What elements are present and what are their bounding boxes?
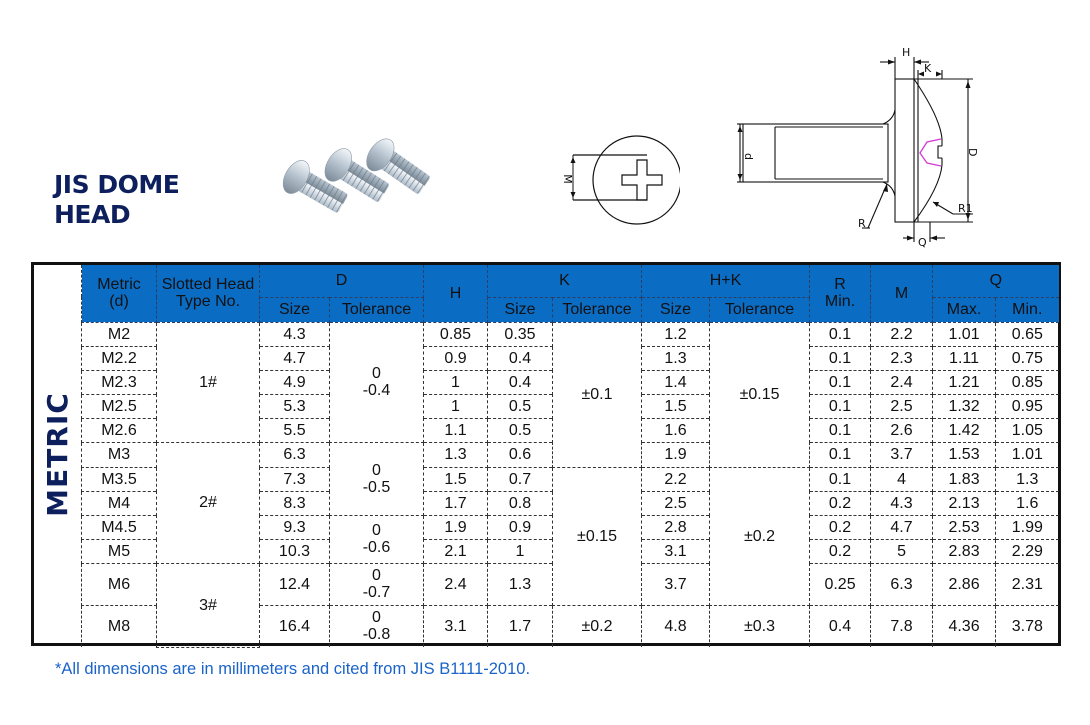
page-title [54, 170, 179, 230]
cell-q-min: 2.29 [996, 539, 1059, 563]
header-h: H [424, 265, 488, 322]
label-big-d: D [966, 148, 979, 157]
cell-q-max: 4.36 [933, 605, 996, 647]
label-q: Q [918, 236, 927, 249]
header-m: M [871, 265, 933, 322]
cell-type-group: 1# [157, 322, 260, 442]
footnote: *All dimensions are in millimeters and cited from JIS B1111-2010. [55, 660, 531, 678]
cell-hk-size: 1.5 [642, 394, 710, 418]
cell-m: 4.7 [871, 515, 933, 539]
cell-h: 2.4 [424, 563, 488, 605]
cell-q-max: 1.42 [933, 418, 996, 442]
cell-hk-size: 3.1 [642, 539, 710, 563]
cell-q-min: 0.95 [996, 394, 1059, 418]
cell-k-tolerance: ±0.15 [553, 467, 642, 605]
cell-k-size: 1.7 [488, 605, 553, 647]
cell-h: 1.7 [424, 491, 488, 515]
cell-type-group: 2# [157, 442, 260, 563]
cell-hk-size: 3.7 [642, 563, 710, 605]
screw-product-photo [270, 128, 450, 223]
cell-m: 2.4 [871, 370, 933, 394]
cell-d-size: 9.3 [260, 515, 330, 539]
cell-k-size: 0.8 [488, 491, 553, 515]
cell-q-max: 1.83 [933, 467, 996, 491]
title-line-2: HEAD [54, 200, 131, 229]
cell-r: 0.1 [810, 442, 871, 467]
cell-metric: M5 [82, 539, 157, 563]
cell-r: 0.1 [810, 394, 871, 418]
cell-d-tolerance: 0 -0.6 [330, 515, 424, 563]
cell-hk-size: 1.9 [642, 442, 710, 467]
header-q-min: Min. [996, 297, 1059, 322]
cell-metric: M6 [82, 563, 157, 605]
front-view-diagram [555, 125, 680, 235]
cell-q-min: 1.3 [996, 467, 1059, 491]
cell-d-tolerance: 0 -0.8 [330, 605, 424, 647]
cell-h: 1.9 [424, 515, 488, 539]
cell-k-size: 0.35 [488, 322, 553, 346]
dimension-table [81, 265, 1059, 648]
cell-h: 1.3 [424, 442, 488, 467]
cell-q-min: 0.75 [996, 346, 1059, 370]
cell-type-group: 3# [157, 563, 260, 647]
cell-hk-tolerance: ±0.2 [710, 467, 810, 605]
header-q: Q [933, 265, 1059, 297]
cell-m: 2.5 [871, 394, 933, 418]
cell-d-size: 5.5 [260, 418, 330, 442]
cell-h: 0.85 [424, 322, 488, 346]
cell-q-max: 2.86 [933, 563, 996, 605]
cell-d-size: 8.3 [260, 491, 330, 515]
cell-m: 2.2 [871, 322, 933, 346]
cell-m: 2.6 [871, 418, 933, 442]
cell-q-max: 1.01 [933, 322, 996, 346]
dimension-table-frame [31, 262, 1061, 646]
cell-r: 0.1 [810, 467, 871, 491]
cell-k-size: 0.6 [488, 442, 553, 467]
cell-h: 1.5 [424, 467, 488, 491]
cell-metric: M4.5 [82, 515, 157, 539]
cell-q-max: 2.13 [933, 491, 996, 515]
cell-q-min: 0.65 [996, 322, 1059, 346]
cell-d-tolerance: 0 -0.4 [330, 322, 424, 442]
cell-d-tolerance: 0 -0.5 [330, 442, 424, 515]
cell-k-size: 0.4 [488, 370, 553, 394]
cell-q-max: 2.83 [933, 539, 996, 563]
cell-r: 0.1 [810, 322, 871, 346]
metric-side-label-text: METRIC [41, 391, 74, 517]
cell-k-size: 0.9 [488, 515, 553, 539]
label-r: R [858, 217, 866, 230]
cell-h: 0.9 [424, 346, 488, 370]
cell-hk-tolerance: ±0.15 [710, 322, 810, 467]
cell-hk-size: 1.6 [642, 418, 710, 442]
cell-d-tolerance: 0 -0.7 [330, 563, 424, 605]
header-k-size: Size [488, 297, 553, 322]
cell-r: 0.25 [810, 563, 871, 605]
table-row [82, 322, 1059, 346]
side-view-diagram [735, 42, 985, 252]
cell-m: 4.3 [871, 491, 933, 515]
label-small-d: d [742, 153, 755, 160]
cell-metric: M3.5 [82, 467, 157, 491]
header-d-size: Size [260, 297, 330, 322]
cell-r: 0.4 [810, 605, 871, 647]
cell-q-min: 2.31 [996, 563, 1059, 605]
cell-metric: M8 [82, 605, 157, 647]
header-hk: H+K [642, 265, 810, 297]
cell-metric: M2.5 [82, 394, 157, 418]
cell-q-min: 3.78 [996, 605, 1059, 647]
cell-r: 0.2 [810, 491, 871, 515]
cell-r: 0.1 [810, 346, 871, 370]
cell-k-tolerance: ±0.2 [553, 605, 642, 647]
cell-r: 0.1 [810, 418, 871, 442]
cell-d-size: 4.3 [260, 322, 330, 346]
cell-r: 0.1 [810, 370, 871, 394]
cell-q-min: 0.85 [996, 370, 1059, 394]
header-q-max: Max. [933, 297, 996, 322]
cell-metric: M4 [82, 491, 157, 515]
cell-m: 5 [871, 539, 933, 563]
cell-hk-size: 1.3 [642, 346, 710, 370]
cell-h: 1 [424, 370, 488, 394]
header-hk-size: Size [642, 297, 710, 322]
cell-d-size: 4.7 [260, 346, 330, 370]
cell-k-size: 1.3 [488, 563, 553, 605]
cell-d-size: 6.3 [260, 442, 330, 467]
cell-h: 3.1 [424, 605, 488, 647]
cell-metric: M2.2 [82, 346, 157, 370]
cell-m: 4 [871, 467, 933, 491]
cell-k-tolerance: ±0.1 [553, 322, 642, 467]
cell-m: 6.3 [871, 563, 933, 605]
cell-q-max: 1.21 [933, 370, 996, 394]
cell-h: 1.1 [424, 418, 488, 442]
cell-r: 0.2 [810, 539, 871, 563]
label-r1: R1 [958, 202, 973, 215]
cell-q-max: 1.53 [933, 442, 996, 467]
cell-metric: M2 [82, 322, 157, 346]
cell-hk-size: 1.2 [642, 322, 710, 346]
cell-r: 0.2 [810, 515, 871, 539]
cell-k-size: 0.5 [488, 394, 553, 418]
cell-h: 2.1 [424, 539, 488, 563]
cell-q-max: 1.32 [933, 394, 996, 418]
cell-q-min: 1.01 [996, 442, 1059, 467]
cell-metric: M2.3 [82, 370, 157, 394]
cell-k-size: 1 [488, 539, 553, 563]
dimension-m-label: M [561, 174, 574, 184]
cell-d-size: 5.3 [260, 394, 330, 418]
header-d: D [260, 265, 424, 297]
cell-q-max: 2.53 [933, 515, 996, 539]
cell-m: 3.7 [871, 442, 933, 467]
cell-metric: M3 [82, 442, 157, 467]
cell-hk-size: 4.8 [642, 605, 710, 647]
cell-h: 1 [424, 394, 488, 418]
header-r-min: R Min. [810, 265, 871, 322]
header-metric: Metric (d) [82, 265, 157, 322]
cell-hk-size: 2.5 [642, 491, 710, 515]
header-k-tolerance: Tolerance [553, 297, 642, 322]
cell-d-size: 10.3 [260, 539, 330, 563]
cell-hk-size: 1.4 [642, 370, 710, 394]
label-k: K [924, 62, 932, 75]
metric-side-label [34, 265, 81, 643]
cell-d-size: 4.9 [260, 370, 330, 394]
cell-d-size: 12.4 [260, 563, 330, 605]
cell-k-size: 0.5 [488, 418, 553, 442]
cell-k-size: 0.7 [488, 467, 553, 491]
cell-hk-size: 2.8 [642, 515, 710, 539]
header-hk-tolerance: Tolerance [710, 297, 810, 322]
cell-q-max: 1.11 [933, 346, 996, 370]
header-slotted-type: Slotted Head Type No. [157, 265, 260, 322]
cell-q-min: 1.05 [996, 418, 1059, 442]
cell-d-size: 7.3 [260, 467, 330, 491]
header-k: K [488, 265, 642, 297]
label-h: H [902, 46, 911, 59]
header-d-tolerance: Tolerance [330, 297, 424, 322]
cell-m: 7.8 [871, 605, 933, 647]
cell-hk-size: 2.2 [642, 467, 710, 491]
cell-k-size: 0.4 [488, 346, 553, 370]
cell-metric: M2.6 [82, 418, 157, 442]
cell-hk-tolerance: ±0.3 [710, 605, 810, 647]
cell-m: 2.3 [871, 346, 933, 370]
cell-q-min: 1.6 [996, 491, 1059, 515]
cell-q-min: 1.99 [996, 515, 1059, 539]
title-line-1: JIS DOME [54, 170, 180, 199]
cell-d-size: 16.4 [260, 605, 330, 647]
